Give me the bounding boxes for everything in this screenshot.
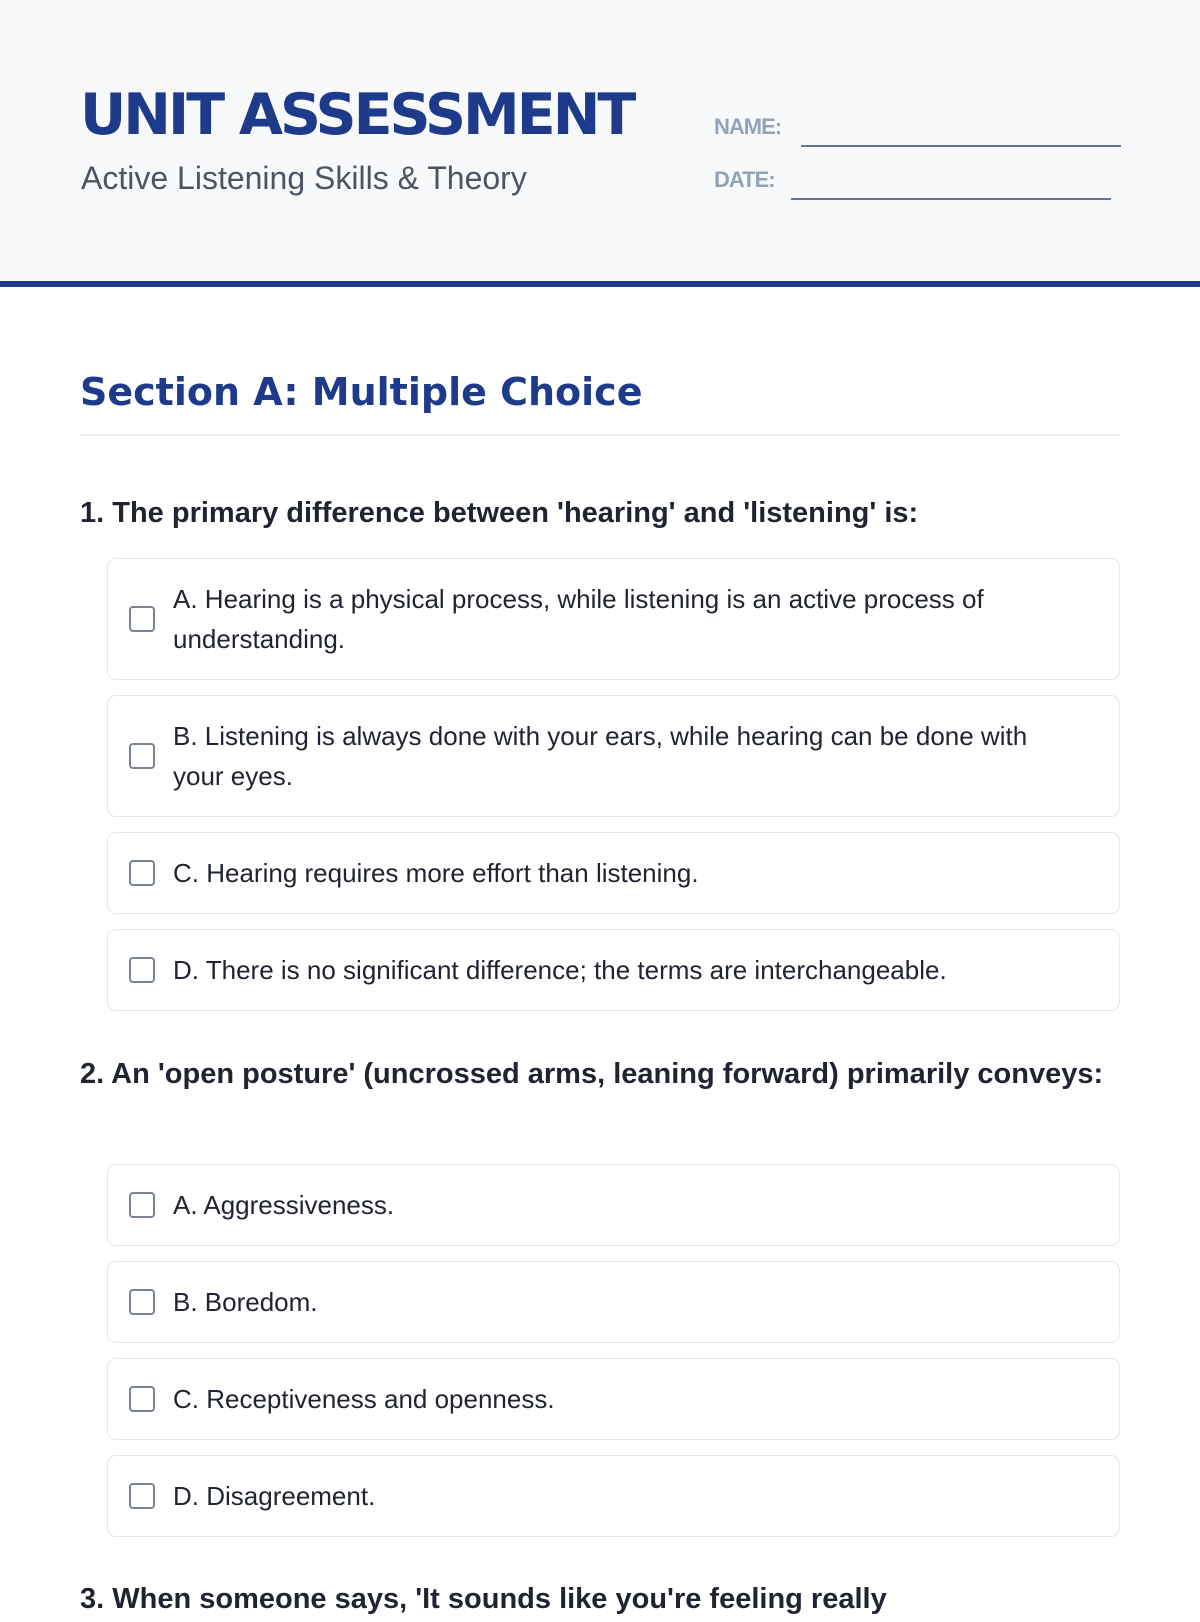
name-label: NAME: [714, 114, 782, 139]
page-title: UNIT ASSESSMENT [80, 82, 634, 148]
checkbox[interactable] [129, 860, 155, 886]
option-1c[interactable] [107, 832, 1120, 914]
option-text: D. Disagreement. [173, 1481, 376, 1511]
option-1a[interactable] [107, 558, 1120, 680]
question-3: 3. When someone says, 'It sounds like you're feeling really [80, 1583, 887, 1615]
checkbox[interactable] [129, 957, 155, 983]
section-divider [80, 434, 1120, 436]
option-text: B. Listening is always done with your ears, while hearing can be done with your eyes. [173, 721, 1028, 791]
option-1b[interactable] [107, 695, 1120, 817]
checkbox[interactable] [129, 743, 155, 769]
question-1: 1. The primary difference between 'hearing' and 'listening' is: [80, 497, 919, 529]
option-text: B. Boredom. [173, 1287, 318, 1317]
question-2: 2. An 'open posture' (uncrossed arms, leaning forward) primarily conveys: [80, 1058, 1104, 1090]
option-text: C. Receptiveness and openness. [173, 1384, 555, 1414]
name-field[interactable] [801, 145, 1121, 147]
checkbox[interactable] [129, 1483, 155, 1509]
assessment-header [0, 0, 1200, 287]
date-field[interactable] [791, 198, 1111, 200]
option-text: C. Hearing requires more effort than listening. [173, 858, 699, 888]
option-2c[interactable] [107, 1358, 1120, 1440]
page-subtitle: Active Listening Skills & Theory [81, 160, 527, 196]
checkbox[interactable] [129, 1386, 155, 1412]
date-label: DATE: [714, 167, 775, 192]
option-2b[interactable] [107, 1261, 1120, 1343]
option-text: A. Aggressiveness. [173, 1190, 395, 1220]
option-text: A. Hearing is a physical process, while listening is an active process of understanding. [173, 584, 984, 654]
checkbox[interactable] [129, 1192, 155, 1218]
checkbox[interactable] [129, 1289, 155, 1315]
section-title: Section A: Multiple Choice [80, 370, 643, 414]
option-1d[interactable] [107, 929, 1120, 1011]
option-2d[interactable] [107, 1455, 1120, 1537]
option-text: D. There is no significant difference; the terms are interchangeable. [173, 955, 947, 985]
option-2a[interactable] [107, 1164, 1120, 1246]
checkbox[interactable] [129, 606, 155, 632]
